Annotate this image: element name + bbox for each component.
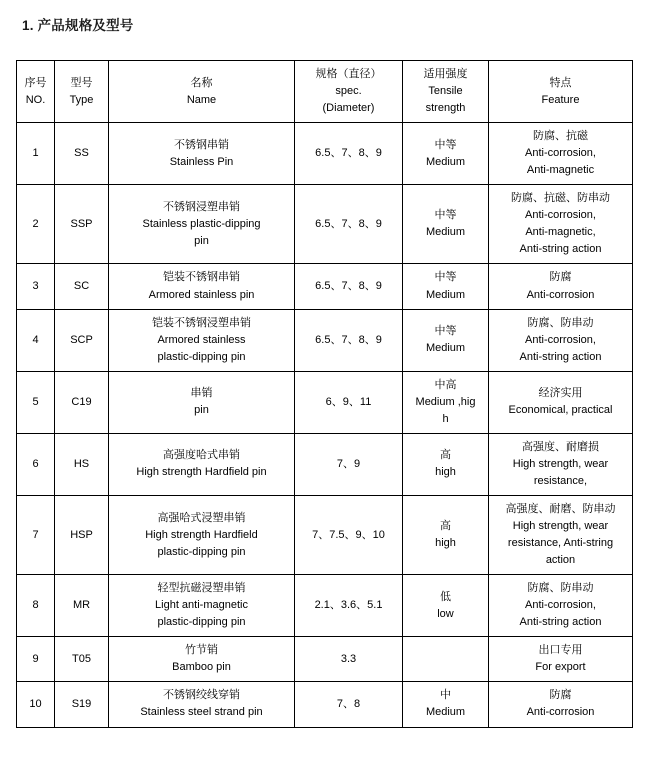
- cell-feature: 高强度、耐磨损 High strength, wear resistance,: [489, 433, 633, 495]
- cell-type: MR: [55, 575, 109, 637]
- cell-type: T05: [55, 637, 109, 682]
- cell-type: SS: [55, 123, 109, 185]
- table-header: [17, 61, 633, 123]
- cell-spec: 7、8: [295, 682, 403, 727]
- cell-feature: 高强度、耐磨、防串动 High strength, wear resistance, Anti-string action: [489, 495, 633, 574]
- cell-name: 铠装不锈钢串销 Armored stainless pin: [109, 264, 295, 309]
- cell-name: 不锈钢浸塑串销 Stainless plastic-dipping pin: [109, 185, 295, 264]
- spec-table-container: [12, 60, 633, 728]
- cell-name: 竹节销 Bamboo pin: [109, 637, 295, 682]
- cell-spec: 2.1、3.6、5.1: [295, 575, 403, 637]
- cell-type: HS: [55, 433, 109, 495]
- cell-no: 2: [17, 185, 55, 264]
- cell-feature: 经济实用 Economical, practical: [489, 371, 633, 433]
- cell-spec: 3.3: [295, 637, 403, 682]
- header-text: NO.: [25, 93, 46, 106]
- table-row: [17, 433, 633, 495]
- cell-feature: 防腐、抗磁 Anti-corrosion, Anti-magnetic: [489, 123, 633, 185]
- product-spec-table: [16, 60, 633, 728]
- table-row: [17, 264, 633, 309]
- header-text: (Diameter): [322, 102, 375, 115]
- cell-no: 3: [17, 264, 55, 309]
- cell-spec: 6.5、7、8、9: [295, 264, 403, 309]
- cell-spec: 7、7.5、9、10: [295, 495, 403, 574]
- header-text: Name: [186, 93, 217, 106]
- page-title: 1. 产品规格及型号: [22, 18, 134, 33]
- cell-spec: 6、9、11: [295, 371, 403, 433]
- cell-no: 10: [17, 682, 55, 727]
- cell-type: SC: [55, 264, 109, 309]
- cell-type: SSP: [55, 185, 109, 264]
- cell-no: 6: [17, 433, 55, 495]
- cell-feature: 防腐、抗磁、防串动 Anti-corrosion, Anti-magnetic, Anti-string action: [489, 185, 633, 264]
- cell-no: 4: [17, 309, 55, 371]
- cell-tensile: 高 high: [403, 495, 489, 574]
- cell-name: 串销 pin: [109, 371, 295, 433]
- cell-spec: 6.5、7、8、9: [295, 185, 403, 264]
- cell-tensile: 低 low: [403, 575, 489, 637]
- cell-name: 高强哈式浸塑串销 High strength Hardfield plastic-dipping pin: [109, 495, 295, 574]
- table-body: [17, 123, 633, 727]
- cell-tensile: 中等 Medium: [403, 264, 489, 309]
- cell-tensile: 中高 Medium ,hig h: [403, 371, 489, 433]
- header-text: Type: [69, 93, 94, 106]
- cell-feature: 防腐、防串动 Anti-corrosion, Anti-string action: [489, 575, 633, 637]
- cell-tensile: 高 high: [403, 433, 489, 495]
- header-cell-no: [17, 61, 55, 123]
- table-row: [17, 185, 633, 264]
- cell-type: C19: [55, 371, 109, 433]
- header-text: Feature: [541, 93, 580, 106]
- cell-name: 铠装不锈钢浸塑串销 Armored stainless plastic-dipping pin: [109, 309, 295, 371]
- cell-spec: 6.5、7、8、9: [295, 309, 403, 371]
- table-row: [17, 123, 633, 185]
- cell-no: 5: [17, 371, 55, 433]
- header-cell-spec: [295, 61, 403, 123]
- cell-feature: 出口专用 For export: [489, 637, 633, 682]
- cell-type: SCP: [55, 309, 109, 371]
- cell-spec: 6.5、7、8、9: [295, 123, 403, 185]
- header-cell-feature: [489, 61, 633, 123]
- cell-name: 高强度哈式串销 High strength Hardfield pin: [109, 433, 295, 495]
- header-text: spec.: [335, 85, 362, 98]
- cell-name: 轻型抗磁浸塑串销 Light anti-magnetic plastic-dipping pin: [109, 575, 295, 637]
- cell-name: 不锈钢绞线穿销 Stainless steel strand pin: [109, 682, 295, 727]
- header-text: strength: [425, 102, 466, 115]
- cell-feature: 防腐、防串动 Anti-corrosion, Anti-string action: [489, 309, 633, 371]
- header-cell-type: [55, 61, 109, 123]
- cell-no: 8: [17, 575, 55, 637]
- cell-type: S19: [55, 682, 109, 727]
- table-row: [17, 495, 633, 574]
- cell-type: HSP: [55, 495, 109, 574]
- cell-feature: 防腐 Anti-corrosion: [489, 682, 633, 727]
- cell-spec: 7、9: [295, 433, 403, 495]
- header-cell-name: [109, 61, 295, 123]
- header-text: 适用强度: [423, 68, 468, 80]
- header-text: 序号: [24, 76, 47, 89]
- header-cell-tensile: [403, 61, 489, 123]
- cell-tensile: 中等 Medium: [403, 185, 489, 264]
- header-text: 型号: [70, 76, 93, 89]
- cell-no: 1: [17, 123, 55, 185]
- cell-tensile: 中 Medium: [403, 682, 489, 727]
- header-row: [17, 61, 633, 123]
- cell-tensile: 中等 Medium: [403, 123, 489, 185]
- cell-no: 7: [17, 495, 55, 574]
- cell-no: 9: [17, 637, 55, 682]
- header-text: Tensile: [428, 85, 463, 98]
- header-text: 规格（直径）: [315, 68, 382, 80]
- table-row: [17, 309, 633, 371]
- table-row: [17, 575, 633, 637]
- table-row: [17, 371, 633, 433]
- table-row: [17, 682, 633, 727]
- cell-tensile: [403, 637, 489, 682]
- cell-tensile: 中等 Medium: [403, 309, 489, 371]
- cell-feature: 防腐 Anti-corrosion: [489, 264, 633, 309]
- header-text: 名称: [190, 76, 213, 89]
- cell-name: 不锈钢串销 Stainless Pin: [109, 123, 295, 185]
- header-text: 特点: [549, 76, 572, 89]
- table-row: [17, 637, 633, 682]
